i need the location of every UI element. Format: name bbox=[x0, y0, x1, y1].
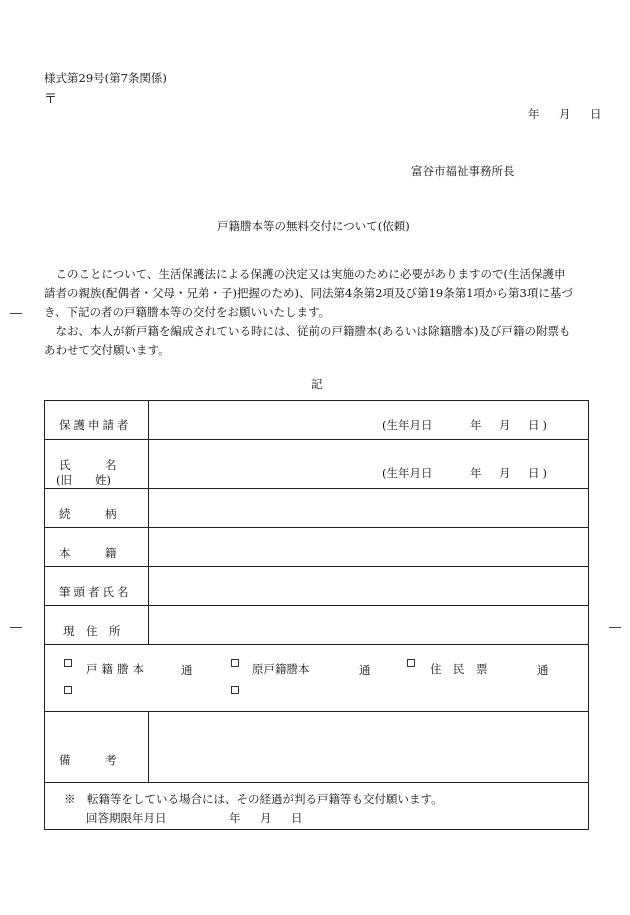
checkbox-gen-koseki-extra[interactable] bbox=[231, 686, 239, 694]
paragraph-2-line-1: なお、本人が新戸籍を編成されている時には、従前の戸籍謄本(あるいは除籍謄本)及び戸籍の附票も bbox=[55, 324, 571, 338]
document-title: 戸籍謄本等の無料交付について(依頼) bbox=[217, 219, 410, 233]
row-divider bbox=[44, 527, 589, 528]
checkbox-koseki-tohon[interactable] bbox=[64, 659, 72, 667]
margin-tick-left-bottom bbox=[10, 627, 22, 628]
option-jumin-unit: 通 bbox=[537, 663, 549, 677]
remarks-label: 備 考 bbox=[59, 753, 117, 767]
note-text: ※ 転籍等をしている場合には、その経過が判る戸籍等も交付願います。 bbox=[64, 792, 443, 806]
domicile-label: 本 籍 bbox=[59, 546, 117, 560]
postal-mark: 〒 bbox=[44, 92, 58, 107]
row-divider bbox=[44, 439, 589, 440]
option-jumin-label: 住 民 票 bbox=[430, 662, 488, 676]
option-gen-koseki-label: 原戸籍謄本 bbox=[252, 662, 310, 676]
ki-heading: 記 bbox=[311, 377, 323, 391]
applicant-label: 保護申請者 bbox=[59, 418, 132, 432]
deadline-value: 年 月 日 bbox=[229, 811, 307, 825]
margin-tick-right bbox=[609, 627, 621, 628]
address-label: 現 住 所 bbox=[63, 624, 121, 638]
row-divider bbox=[44, 644, 589, 645]
paragraph-1-line-2: 請者の親族(配偶者・父母・兄弟・子)把握のため)、同法第4条第2項及び第19条第1項から第3項に基づ bbox=[44, 286, 573, 300]
name-birth-label: (生年月日 bbox=[382, 466, 433, 480]
label-column-divider bbox=[148, 711, 149, 782]
option-gen-koseki-unit: 通 bbox=[359, 663, 371, 677]
paragraph-1-line-1: このことについて、生活保護法による保護の決定又は実施のために必要がありますので(生活保護申 bbox=[55, 267, 566, 281]
applicant-value-field[interactable] bbox=[150, 402, 375, 438]
row-divider bbox=[44, 711, 589, 712]
checkbox-koseki-tohon-extra[interactable] bbox=[64, 686, 72, 694]
paragraph-2-line-2: あわせて交付願います。 bbox=[44, 343, 170, 357]
applicant-birth-label: (生年月日 bbox=[382, 418, 433, 432]
name-label: 氏 名 bbox=[59, 458, 117, 472]
address-value-field[interactable] bbox=[150, 607, 587, 643]
margin-tick-left-top bbox=[10, 313, 22, 314]
head-of-household-value-field[interactable] bbox=[150, 568, 587, 604]
relationship-value-field[interactable] bbox=[150, 490, 587, 526]
sender-name: 富谷市福祉事務所長 bbox=[411, 164, 515, 178]
name-value-field[interactable] bbox=[150, 441, 375, 487]
row-divider bbox=[44, 566, 589, 567]
row-divider bbox=[44, 488, 589, 489]
domicile-value-field[interactable] bbox=[150, 529, 587, 565]
head-of-household-label: 筆頭者氏名 bbox=[59, 585, 132, 599]
paragraph-1-line-3: き、下記の者の戸籍謄本等の交付をお願いいたします。 bbox=[44, 305, 331, 319]
label-column-divider bbox=[148, 400, 149, 644]
name-birth-date: 年 月 日) bbox=[470, 466, 550, 480]
deadline-label: 回答期限年月日 bbox=[86, 811, 167, 825]
body-text bbox=[44, 265, 590, 360]
option-koseki-tohon-label: 戸籍謄本 bbox=[86, 662, 148, 676]
former-name-label: (旧 姓) bbox=[56, 473, 111, 487]
option-koseki-tohon-unit: 通 bbox=[181, 663, 193, 677]
relationship-label: 続 柄 bbox=[59, 507, 117, 521]
checkbox-gen-koseki[interactable] bbox=[231, 659, 239, 667]
row-divider bbox=[44, 782, 589, 783]
applicant-birth-date: 年 月 日) bbox=[470, 418, 550, 432]
date-line: 年 月 日 bbox=[528, 107, 606, 121]
row-divider bbox=[44, 605, 589, 606]
form-number: 様式第29号(第7条関係) bbox=[44, 71, 167, 85]
checkbox-jumin[interactable] bbox=[407, 659, 415, 667]
remarks-value-field[interactable] bbox=[150, 713, 587, 781]
